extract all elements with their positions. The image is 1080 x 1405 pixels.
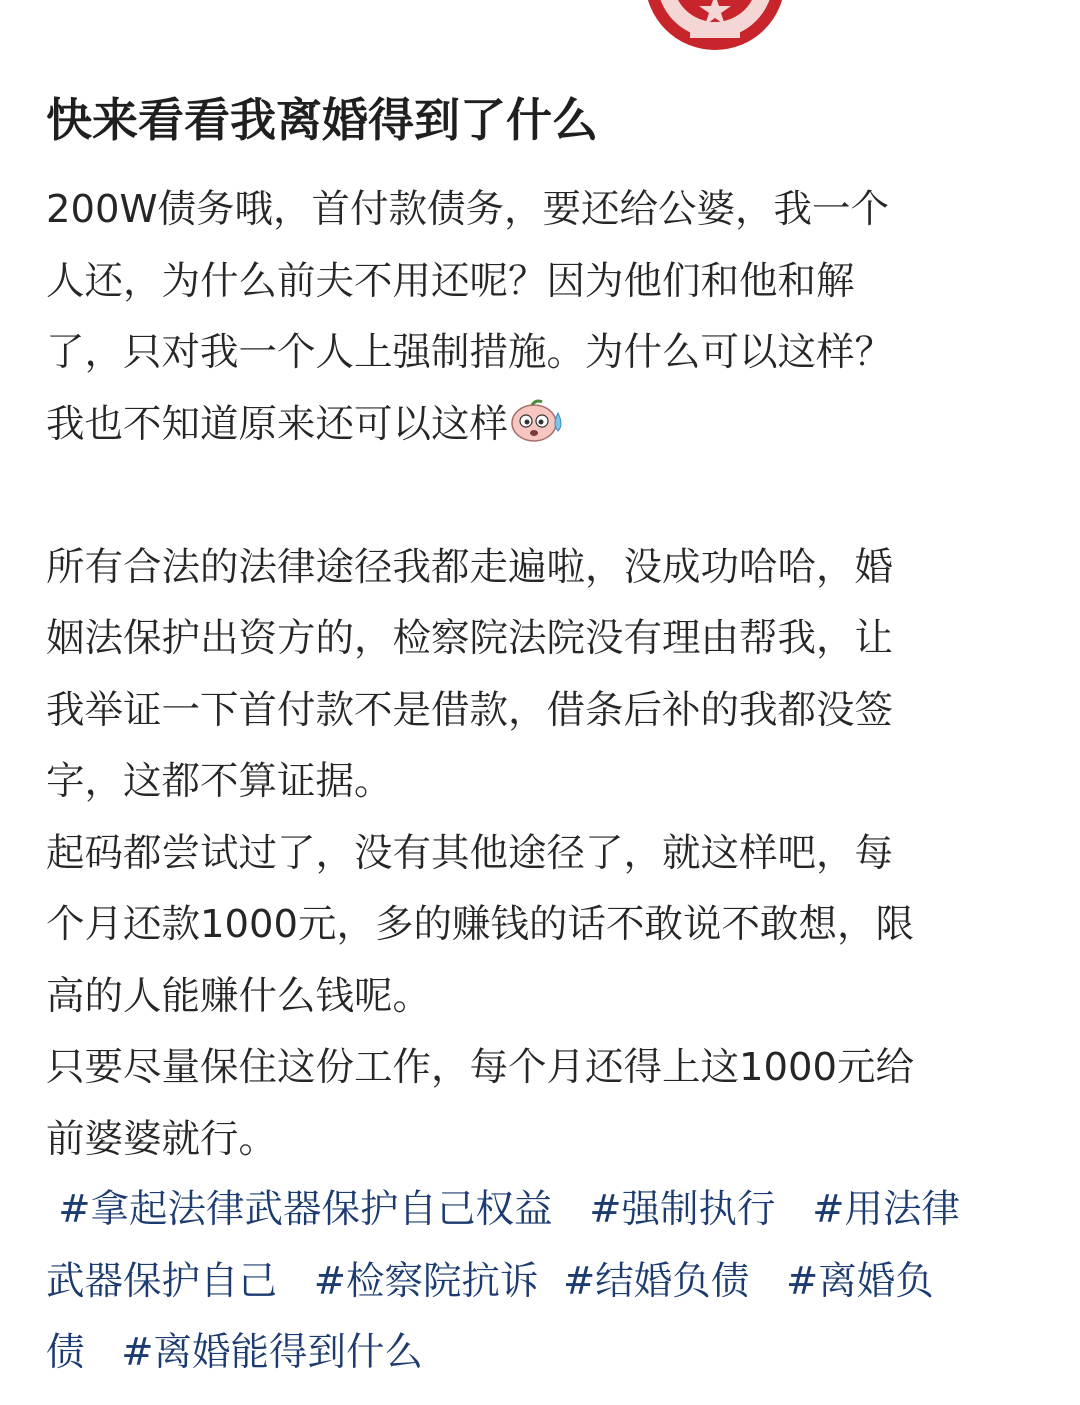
body-line: 前婆婆就行。 — [46, 1116, 278, 1162]
body-line: 只要尽量保住这份工作，每个月还得上这1000元给 — [46, 1045, 914, 1090]
body-line: 我也不知道原来还可以这样 — [46, 401, 509, 447]
body-line: 所有合法的法律途径我都走遍啦，没成功哈哈，婚 — [46, 544, 894, 590]
hashtag-line — [46, 1174, 1046, 1246]
body-line: 姻法保护出资方的，检察院法院没有理由帮我，让 — [46, 616, 894, 661]
hashtag-link[interactable]: 债 — [46, 1330, 85, 1375]
hashtag-list — [46, 1174, 1046, 1389]
hashtag-link[interactable]: #拿起法律武器保护自己权益 — [58, 1187, 553, 1232]
body-line: 了，只对我一个人上强制措施。为什么可以这样？ — [46, 330, 894, 375]
hashtag-link[interactable]: #用法律 — [812, 1187, 960, 1232]
hashtag-link[interactable]: #结婚负债 — [562, 1258, 750, 1304]
body-line-with-emoji — [46, 389, 1036, 461]
post-body — [46, 174, 1036, 1175]
body-line: 200W债务哦，首付款债务，要还给公婆，我一个 — [46, 187, 890, 232]
body-line: 我举证一下首付款不是借款，借条后补的我都没签 — [46, 687, 894, 733]
hashtag-link[interactable]: #检察院抗诉 — [313, 1258, 539, 1304]
hashtag-link[interactable]: #离婚能得到什么 — [121, 1330, 423, 1375]
body-line: 高的人能赚什么钱呢。 — [46, 973, 432, 1019]
hashtag-line — [46, 1246, 1046, 1318]
official-seal-image — [640, 0, 790, 50]
body-line: 起码都尝试过了，没有其他途径了，就这样吧，每 — [46, 830, 894, 876]
hashtag-line — [46, 1317, 1046, 1389]
body-line: 人还，为什么前夫不用还呢？因为他们和他和解 — [46, 258, 855, 304]
body-line: 字，这都不算证据。 — [46, 759, 393, 804]
sweat-face-emoji-icon — [510, 399, 566, 443]
hashtag-link[interactable]: #离婚负 — [785, 1258, 934, 1304]
post-title: 快来看看我离婚得到了什么 — [46, 93, 598, 147]
hashtag-link[interactable]: 武器保护自己 — [46, 1258, 278, 1304]
paragraph-gap — [46, 460, 1036, 532]
hashtag-link[interactable]: #强制执行 — [589, 1187, 776, 1232]
body-line: 个月还款1000元，多的赚钱的话不敢说不敢想，限 — [46, 902, 914, 947]
